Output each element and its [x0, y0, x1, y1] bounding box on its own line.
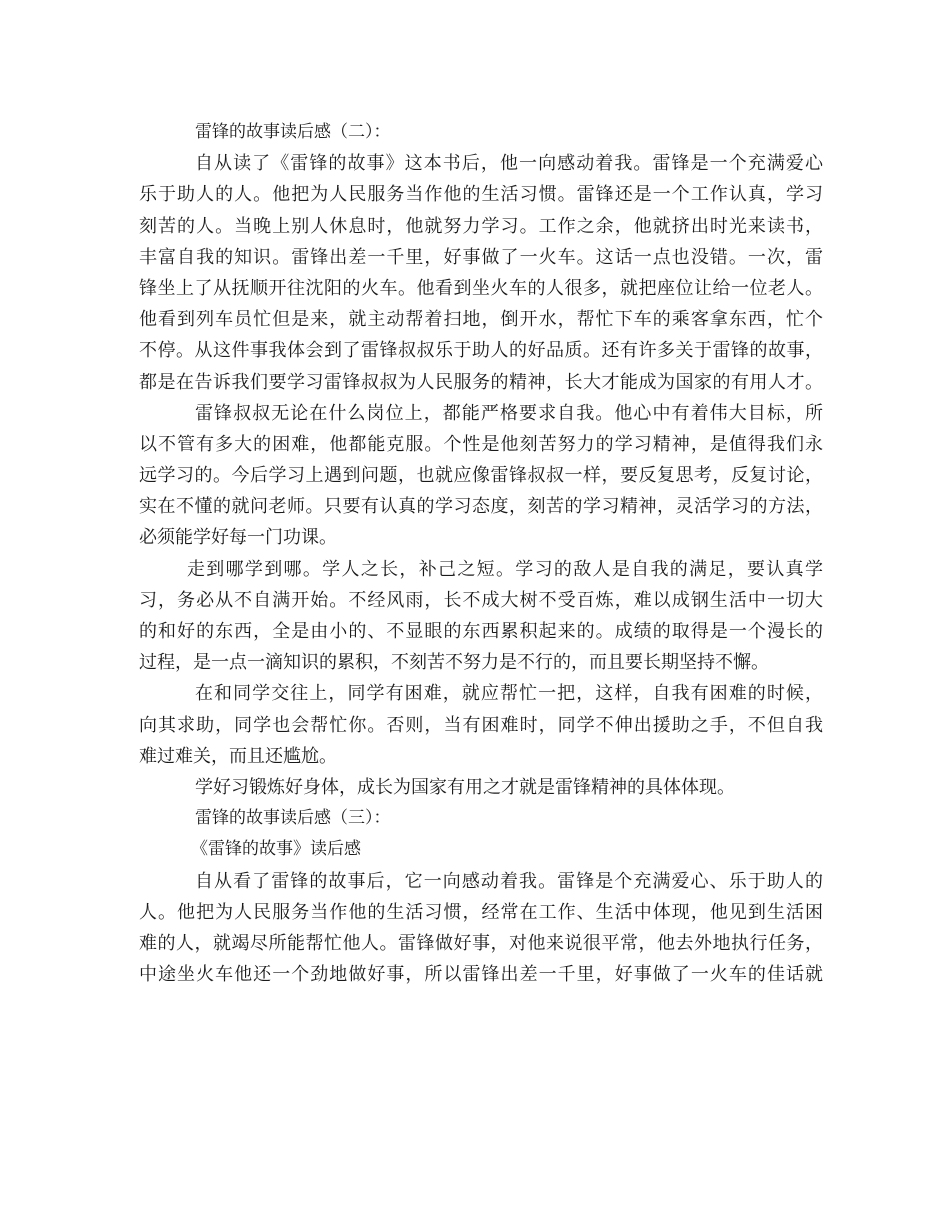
- text-line: 都是在告诉我们要学习雷锋叔叔为人民服务的精神，长大才能成为国家的有用人才。: [139, 371, 823, 393]
- text-line: 以不管有多大的困难，他都能克服。个性是他刻苦努力的学习精神，是值得我们永: [139, 433, 823, 455]
- paragraph-6: [139, 866, 823, 991]
- text-line: 不停。从这件事我体会到了雷锋叔叔乐于助人的好品质。还有许多关于雷锋的故事，: [139, 340, 823, 362]
- text-line: 中途坐火车他还一个劲地做好事，所以雷锋出差一千里，好事做了一火车的佳话就: [139, 964, 823, 986]
- text-line: 难的人，就竭尽所能帮忙他人。雷锋做好事，对他来说很平常，他去外地执行任务，: [139, 932, 823, 954]
- paragraph-5: [139, 772, 823, 803]
- text-line: 过程，是一点一滴知识的累积，不刻苦不努力是不行的，而且要长期坚持不懈。: [139, 652, 769, 674]
- text-line: 乐于助人的人。他把为人民服务当作他的生活习惯。雷锋还是一个工作认真，学习: [139, 184, 823, 206]
- text-line: 在和同学交往上，同学有困难，就应帮忙一把，这样，自我有困难的时候，: [195, 683, 823, 705]
- text-line: 自从看了雷锋的故事后，它一向感动着我。雷锋是个充满爱心、乐于助人的: [195, 870, 823, 892]
- text-line: 向其求助，同学也会帮忙你。否则，当有困难时，同学不伸出援助之手，不但自我: [139, 714, 823, 736]
- section-heading-2: 雷锋的故事读后感（二）：: [195, 122, 391, 142]
- text-line: 实在不懂的就问老师。只要有认真的学习态度，刻苦的学习精神，灵活学习的方法，: [139, 496, 823, 518]
- paragraph-3: [139, 554, 823, 679]
- text-line: 雷锋叔叔无论在什么岗位上，都能严格要求自我。他心中有着伟大目标，所: [195, 402, 823, 424]
- paragraph-2: [139, 398, 823, 554]
- text-line: 他看到列车员忙但是来，就主动帮着扫地，倒开水，帮忙下车的乘客拿东西，忙个: [139, 309, 823, 331]
- text-line: 自从读了《雷锋的故事》这本书后，他一向感动着我。雷锋是一个充满爱心: [195, 153, 823, 175]
- document-body: [139, 117, 823, 990]
- text-line: 刻苦的人。当晚上别人休息时，他就努力学习。工作之余，他就挤出时光来读书，: [139, 215, 823, 237]
- text-line: 锋坐上了从抚顺开往沈阳的火车。他看到坐火车的人很多，就把座位让给一位老人。: [139, 277, 823, 299]
- section-heading-3: 雷锋的故事读后感（三）：: [195, 808, 391, 829]
- text-line: 走到哪学到哪。学人之长，补己之短。学习的敌人是自我的满足，要认真学: [187, 558, 823, 580]
- text-line: 习，务必从不自满开始。不经风雨，长不成大树不受百炼，难以成钢生活中一切大: [139, 589, 823, 611]
- text-line: 必须能学好每一门功课。: [139, 527, 337, 549]
- text-line: 学好习锻炼好身体，成长为国家有用之才就是雷锋精神的具体体现。: [195, 776, 735, 798]
- text-line: 的和好的东西，全是由小的、不显眼的东西累积起来的。成绩的取得是一个漫长的: [139, 621, 823, 642]
- text-line: 远学习的。今后学习上遇到问题，也就应像雷锋叔叔一样，要反复思考，反复讨论，: [139, 465, 823, 487]
- text-line: 人。他把为人民服务当作他的生活习惯，经常在工作、生活中体现，他见到生活困: [139, 901, 823, 923]
- section-subtitle: 《雷锋的故事》读后感: [191, 839, 361, 860]
- paragraph-1: [139, 148, 823, 398]
- text-line: 难过难关，而且还尴尬。: [139, 745, 337, 767]
- paragraph-4: [139, 678, 823, 772]
- text-line: 丰富自我的知识。雷锋出差一千里，好事做了一火车。这话一点也没错。一次，雷: [139, 246, 823, 268]
